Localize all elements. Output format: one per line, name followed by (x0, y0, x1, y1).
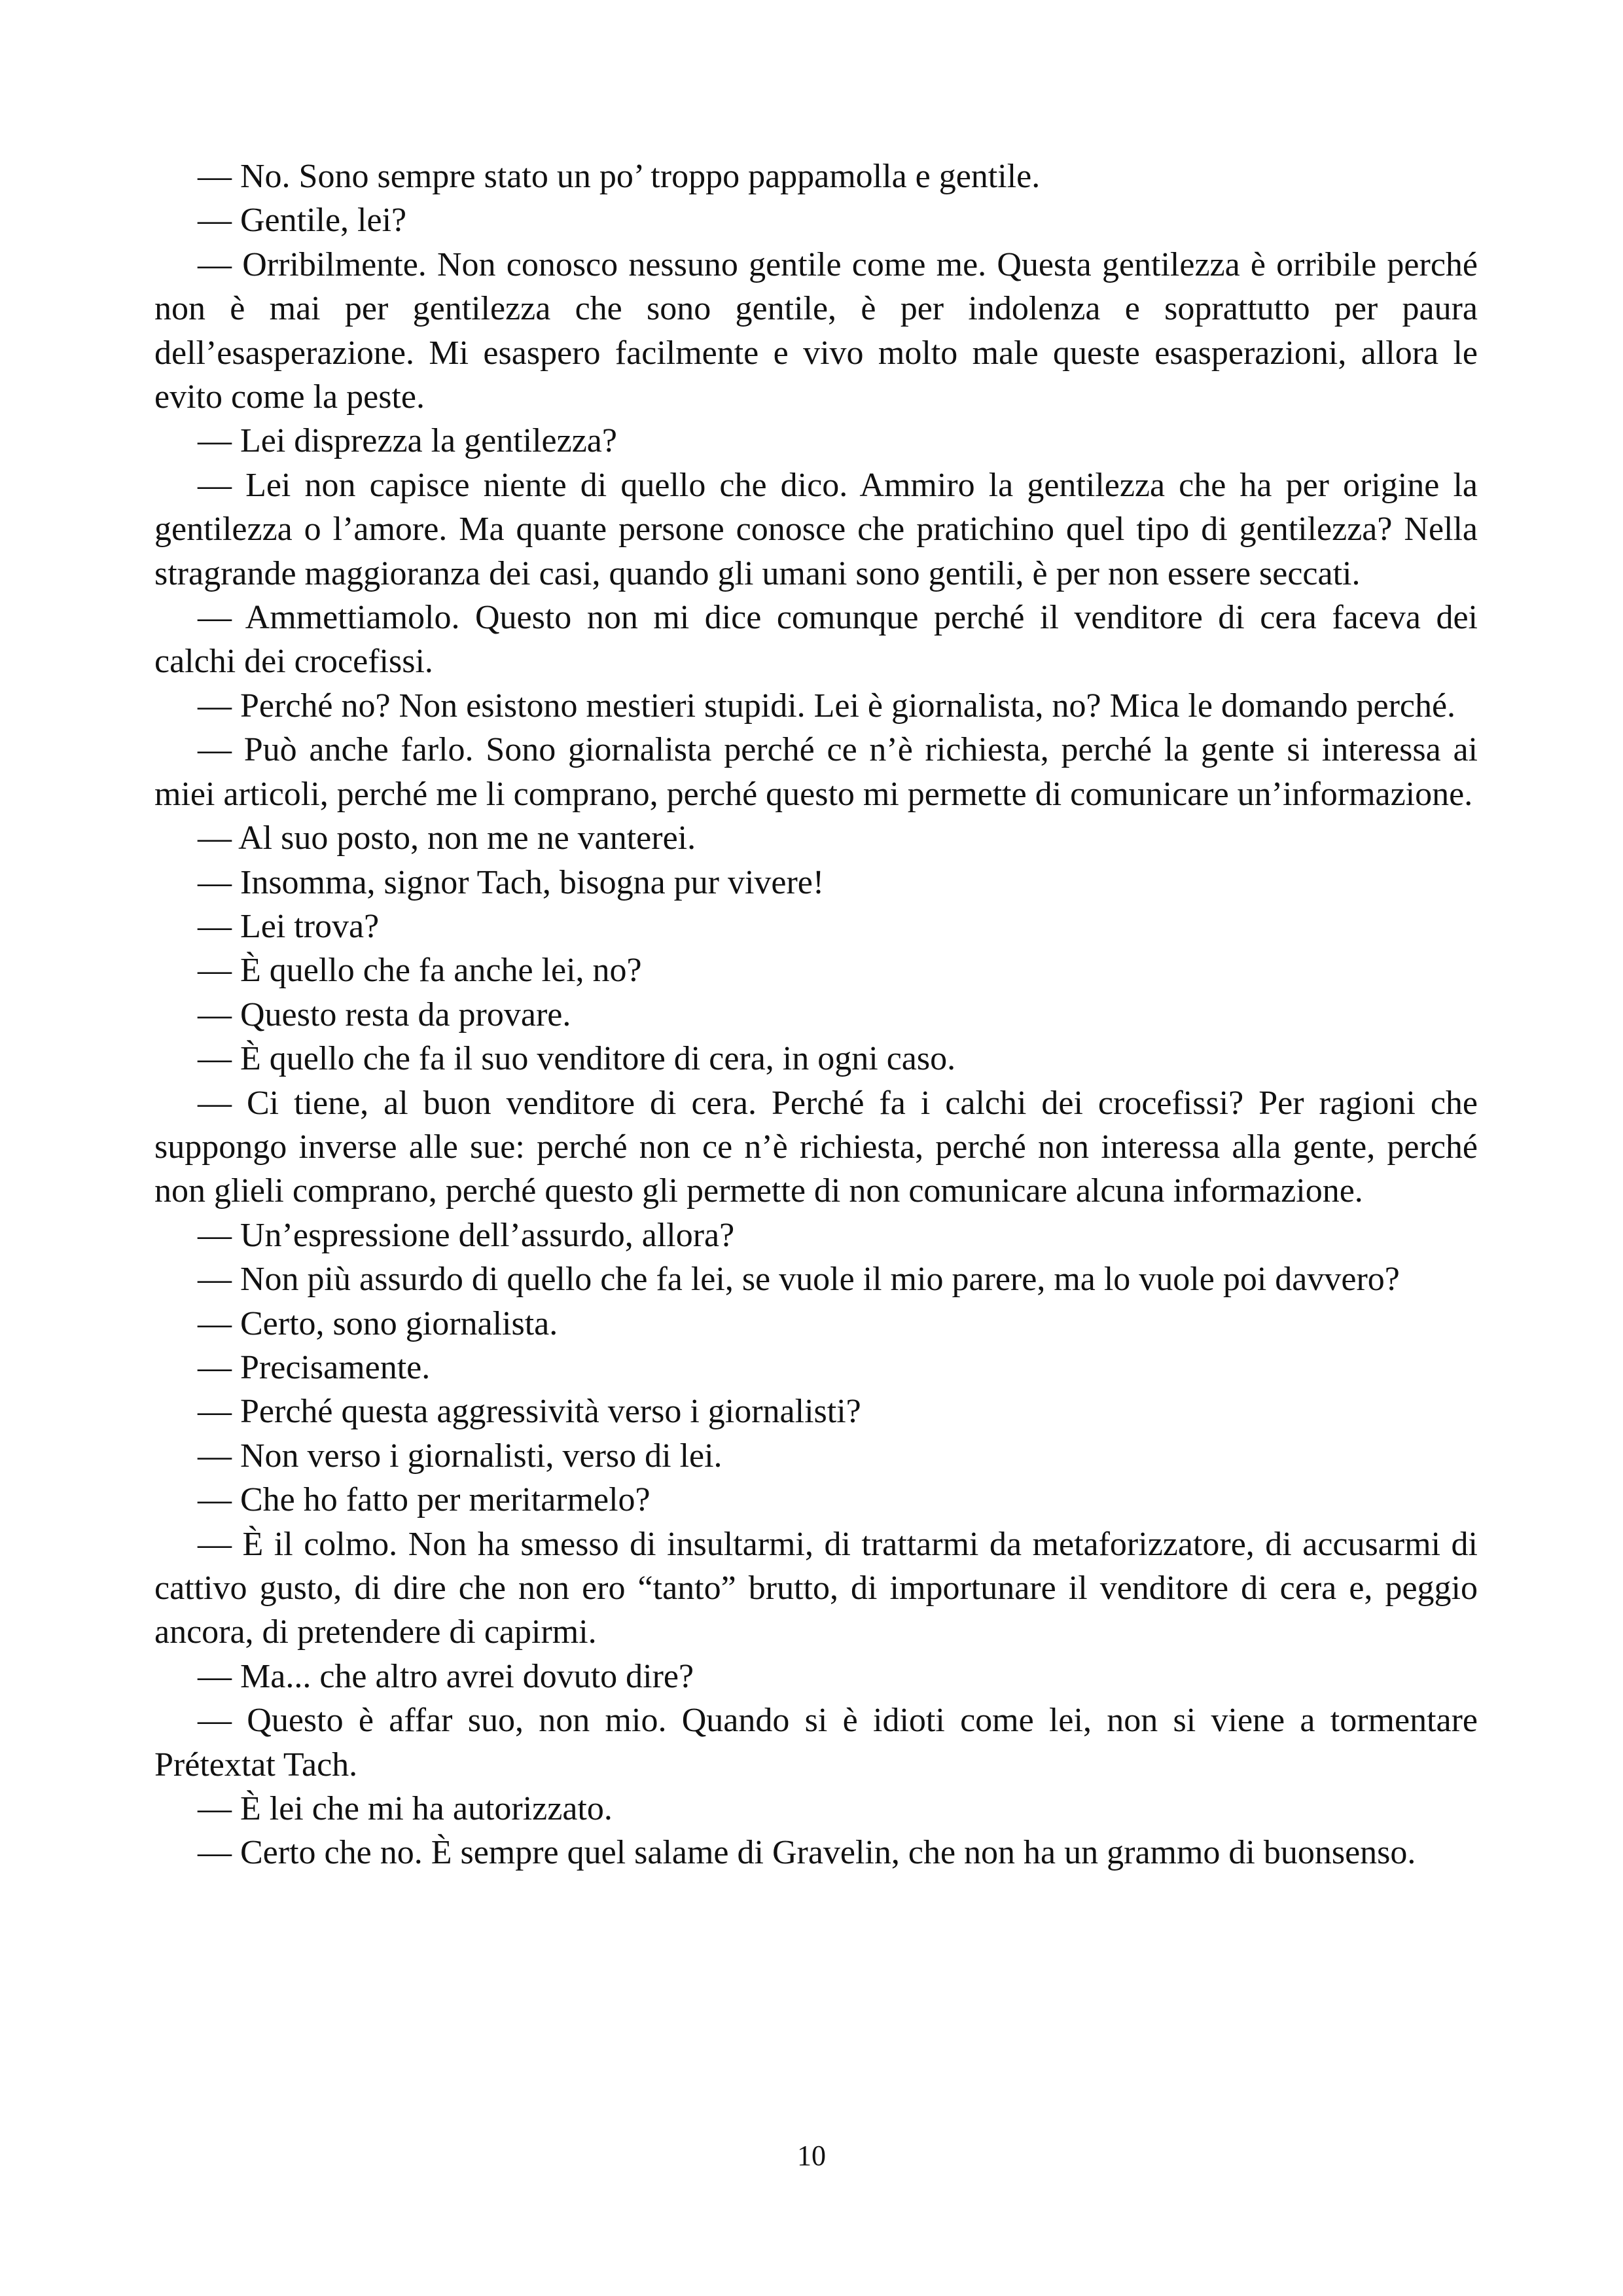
paragraph: — Al suo posto, non me ne vanterei. (198, 819, 696, 857)
paragraph: — Certo che no. È sempre quel salame di Gravelin, che non ha un grammo di buonsenso. (198, 1834, 1416, 1872)
paragraph: — No. Sono sempre stato un po’ troppo pappamolla e gentile. (198, 158, 1041, 195)
paragraph: — Che ho fatto per meritarmelo? (198, 1481, 651, 1519)
paragraph: — È lei che mi ha autorizzato. (198, 1790, 613, 1828)
paragraph: — Certo, sono giornalista. (198, 1304, 558, 1342)
paragraph: — Non più assurdo di quello che fa lei, se vuole il mio parere, ma lo vuole poi davvero? (198, 1261, 1400, 1299)
paragraph: — È quello che fa il suo venditore di cera, in ogni caso. (198, 1040, 956, 1078)
body-text (154, 154, 1478, 1875)
paragraph: — Insomma, signor Tach, bisogna pur vivere! (198, 863, 825, 901)
paragraph: — È il colmo. Non ha smesso di insultarmi, di trattarmi da metaforizzatore, di accusarmi di cattivo gusto, di dire che non ero “tanto” brutto, di importunare il venditore di cera e, peggio ancora, di pretendere di capirmi. (154, 1525, 1478, 1651)
paragraph: — Lei disprezza la gentilezza? (198, 422, 617, 460)
page-number: 10 (797, 2140, 826, 2172)
paragraph: — Perché questa aggressività verso i giornalisti? (198, 1393, 861, 1431)
paragraph: — Perché no? Non esistono mestieri stupidi. Lei è giornalista, no? Mica le domando perché. (198, 687, 1456, 725)
paragraph: — Non verso i giornalisti, verso di lei. (198, 1437, 722, 1475)
paragraph: — Lei trova? (198, 907, 380, 945)
paragraph: — Questo è affar suo, non mio. Quando si è idioti come lei, non si viene a tormentare Prétextat Tach. (154, 1702, 1478, 1784)
paragraph: — Gentile, lei? (198, 202, 407, 240)
paragraph: — È quello che fa anche lei, no? (198, 952, 642, 990)
paragraph: — Precisamente. (198, 1348, 431, 1386)
paragraph: — Ma... che altro avrei dovuto dire? (198, 1657, 694, 1695)
paragraph: — Ammettiamolo. Questo non mi dice comunque perché il venditore di cera faceva dei calchi dei crocefissi. (154, 599, 1478, 681)
paragraph: — Può anche farlo. Sono giornalista perché ce n’è richiesta, perché la gente si interessa ai miei articoli, perché me li comprano, perché questo mi permette di comunicare un’informazione. (154, 731, 1478, 813)
paragraph: — Lei non capisce niente di quello che dico. Ammiro la gentilezza che ha per origine la gentilezza o l’amore. Ma quante persone conosce che pratichino quel tipo di gentilezza? Nella stragrande maggioranza dei casi, quando gli umani sono gentili, è per non essere seccati. (154, 466, 1478, 592)
paragraph: — Un’espressione dell’assurdo, allora? (198, 1216, 735, 1254)
paragraph: — Orribilmente. Non conosco nessuno gentile come me. Questa gentilezza è orribile perché non è mai per gentilezza che sono gentile, è per indolenza e soprattutto per paura dell’esasperazione. Mi esaspero facilmente e vivo molto male queste esasperazioni, allora le evito come la peste. (154, 245, 1478, 416)
paragraph: — Questo resta da provare. (198, 996, 571, 1033)
paragraph: — Ci tiene, al buon venditore di cera. Perché fa i calchi dei crocefissi? Per ragioni che suppongo inverse alle sue: perché non ce n’è richiesta, perché non interessa alla gente, perché non glieli comprano, perché questo gli permette di non comunicare alcuna informazione. (154, 1084, 1478, 1210)
